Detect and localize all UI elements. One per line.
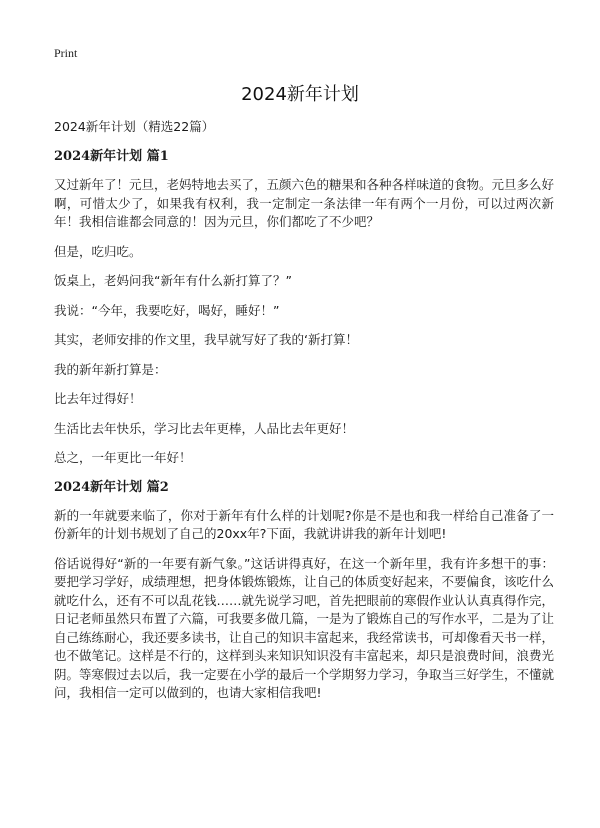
paragraph: 其实，老师安排的作文里，我早就写好了我的‘新打算！ bbox=[54, 332, 358, 347]
document-body bbox=[54, 118, 554, 714]
paragraph: 但是，吃归吃。 bbox=[54, 243, 142, 259]
paragraph: 又过新年了！元旦，老妈特地去买了，五颜六色的糖果和各种各样味道的食物。元旦多么好啊，可惜太少了，如果我有权利，我一定制定一条法律一年有两个一月份，可以过两次新年！我相信谁都会同意的！因为元旦，你们都吃了不少吧？ bbox=[54, 177, 555, 229]
section-heading: 2024新年计划 篇1 bbox=[54, 149, 169, 164]
document-subtitle: 2024新年计划（精选22篇） bbox=[54, 119, 215, 134]
section-1 bbox=[54, 148, 554, 468]
paragraph: 总之，一年更比一年好！ bbox=[54, 450, 192, 465]
paragraph: 比去年过得好！ bbox=[54, 391, 142, 406]
paragraph: 我的新年新打算是： bbox=[54, 361, 167, 377]
print-label: Print bbox=[54, 46, 78, 60]
section-2 bbox=[54, 479, 554, 703]
paragraph: 生活比去年快乐，学习比去年更棒，人品比去年更好！ bbox=[54, 420, 355, 436]
paragraph: 新的一年就要来临了，你对于新年有什么样的计划呢?你是不是也和我一样给自己准备了一份新年的计划书规划了自己的20xx年?下面，我就讲讲我的新年计划吧! bbox=[54, 507, 554, 541]
paragraph: 我说：“今年，我要吃好，喝好，睡好！” bbox=[54, 302, 280, 318]
paragraph: 饭桌上，老妈问我“新年有什么新打算了？” bbox=[54, 273, 292, 288]
page-title: 2024新年计划 bbox=[241, 84, 359, 105]
paragraph: 俗话说得好“新的一年要有新气象。”这话讲得真好，在这一个新年里，我有许多想干的事：要把学习学好，成绩理想，把身体锻炼锻炼，让自己的体质变好起来，不要偏食，该吃什么就吃什么，还有不可以乱花钱……就先说学习吧，首先把眼前的寒假作业认认真真得作完，日记老师虽然只布置了六篇，可我要多做几篇，一是为了锻炼自己的写作水平，二是为了让自己练练耐心，我还要多读书，让自己的知识丰富起来，我经常读书，可却像看天书一样，也不做笔记。这样是不行的，这样到头来知识知识没有丰富起来，却只是浪费时间，浪费光阴。等寒假过去以后，我一定要在小学的最后一个学期努力学习，争取当三好学生，不懂就问，我相信一定可以做到的，也请大家相信我吧! bbox=[54, 555, 555, 700]
section-heading: 2024新年计划 篇2 bbox=[54, 479, 169, 495]
